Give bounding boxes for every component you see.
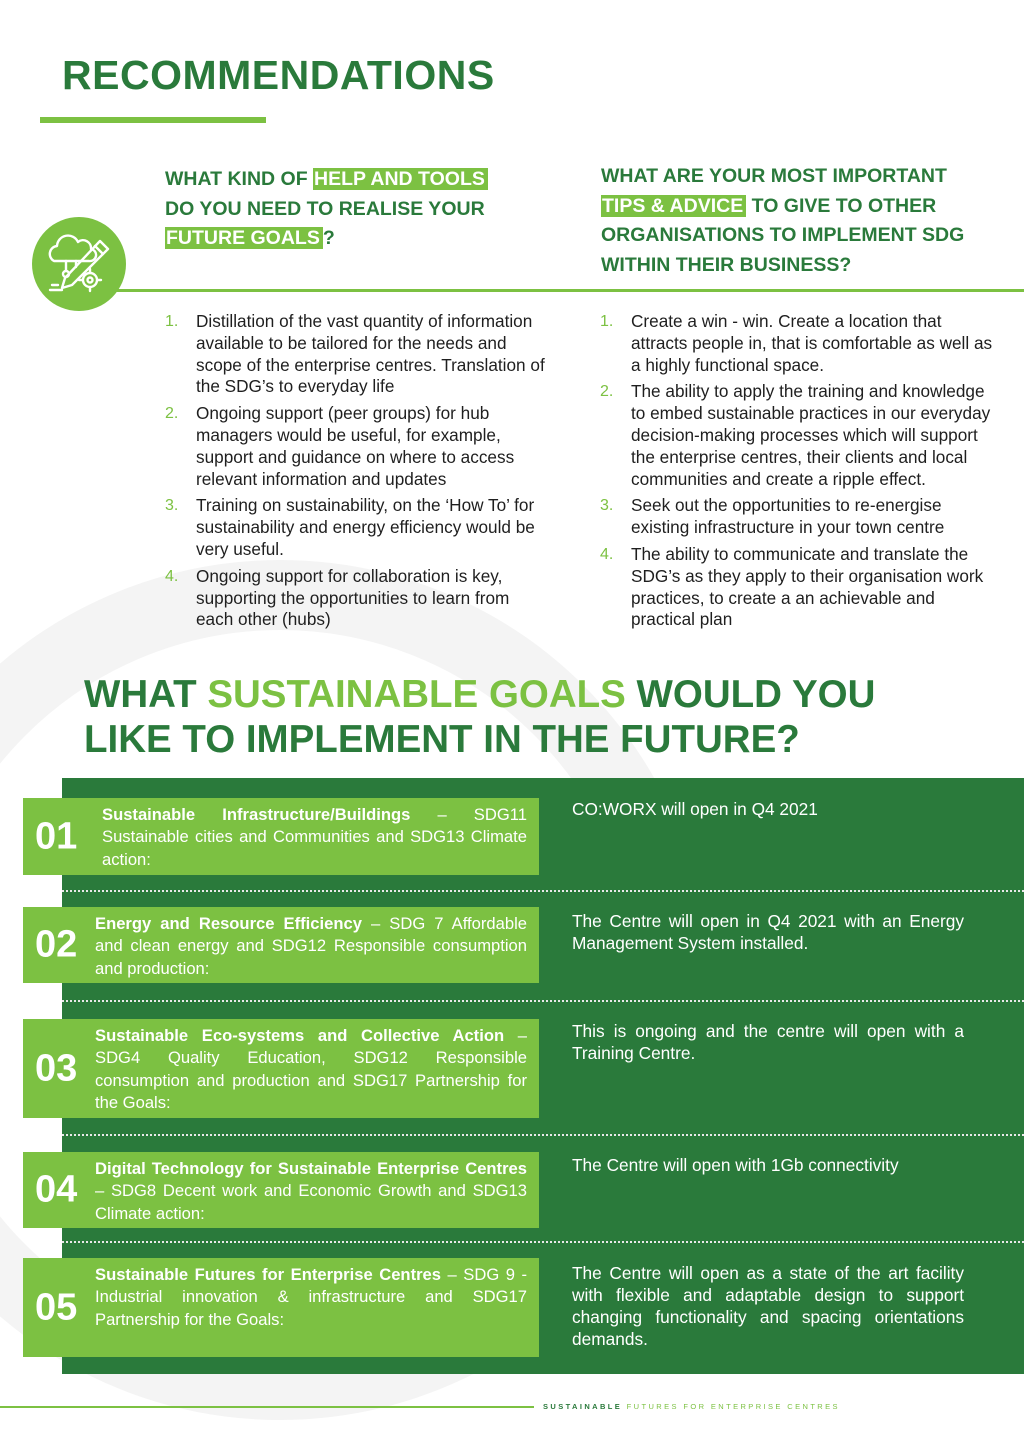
tips-advice-list: [600, 311, 995, 636]
cloud-gear-pencil-icon: [32, 217, 126, 311]
goal-card-04: [23, 1152, 539, 1228]
row-separator: [62, 1241, 1024, 1243]
goal-title: Sustainable Eco-systems and Collective Action: [95, 1026, 505, 1045]
row-separator: [62, 1000, 1024, 1002]
page-title: RECOMMENDATIONS: [62, 52, 495, 98]
goal-title: Digital Technology for Sustainable Enterprise Centres: [95, 1159, 527, 1178]
list-item: 4. The ability to communicate and translate the SDG’s as they apply to their organisation work practices, to create a an achievable and practical plan: [600, 543, 984, 630]
list-item: 2. Ongoing support (peer groups) for hub managers would be useful, for example, support and guidance on where to access relevant information and updates: [165, 403, 515, 489]
goal-status-02: The Centre will open in Q4 2021 with an Energy Management System installed.: [572, 911, 964, 953]
goal-card-03: [23, 1019, 539, 1118]
list-item: 1. Create a win - win. Create a location that attracts people in, that is comfortable as well as a highly functional space.: [600, 311, 993, 375]
goal-number: 04: [35, 1168, 78, 1211]
list-item: 3. Seek out the opportunities to re-energise existing infrastructure in your town centre: [600, 495, 945, 538]
goal-number: 05: [35, 1286, 78, 1328]
goal-number: 01: [35, 815, 78, 857]
goal-title: Sustainable Infrastructure/Buildings: [102, 805, 411, 824]
goal-status-04: The Centre will open with 1Gb connectivity: [572, 1155, 899, 1175]
goal-card-05: [23, 1258, 539, 1357]
row-separator: [62, 1134, 1024, 1136]
goal-detail: – SDG 9 -Industrial innovation & infrastructure and SDG17 Partnership for the Goals:: [95, 1265, 527, 1329]
list-item: 1. Distillation of the vast quantity of information available to be tailored for the needs and scope of the enterprise centres. Translation of the SDG’s to everyday life: [165, 311, 545, 397]
question-help-tools: WHAT KIND OF HELP AND TOOLS DO YOU NEED TO REALISE YOUR FUTURE GOALS ?: [165, 165, 545, 254]
section-headline: WHAT SUSTAINABLE GOALS WOULD YOU LIKE TO IMPLEMENT IN THE FUTURE?: [84, 673, 876, 761]
list-item: 4. Ongoing support for collaboration is key, supporting the opportunities to learn from each other (hubs): [165, 565, 510, 630]
highlight-help-tools: HELP AND TOOLS: [313, 168, 488, 190]
goal-number: 02: [35, 923, 78, 966]
goal-detail: – SDG 7 Affordable and clean energy and SDG12 Responsible consumption and production:: [95, 914, 527, 978]
goal-detail: – SDG8 Decent work and Economic Growth and SDG13 Climate action:: [95, 1181, 527, 1223]
goal-number: 03: [35, 1047, 78, 1089]
goal-title: Sustainable Futures for Enterprise Centres: [95, 1265, 442, 1284]
title-underline: [40, 117, 266, 123]
highlight-tips-advice: TIPS & ADVICE: [601, 195, 746, 217]
list-item: 3. Training on sustainability, on the ‘How To’ for sustainability and energy efficiency would be very useful.: [165, 495, 535, 559]
list-item: 2. The ability to apply the training and knowledge to embed sustainable practices in our everyday decision-making processes which will support the enterprise centres, their clients and local communities and create a ripple effect.: [600, 381, 991, 489]
footer-tagline: SUSTAINABLE FUTURES FOR ENTERPRISE CENTRES: [543, 1402, 840, 1411]
goal-detail: – SDG11 Sustainable cities and Communities and SDG13 Climate action:: [102, 805, 527, 869]
section-divider: [110, 289, 1024, 292]
highlight-future-goals: FUTURE GOALS: [165, 227, 323, 249]
goal-status-01: CO:WORX will open in Q4 2021: [572, 799, 818, 819]
badge-icon-graphic: [32, 217, 126, 311]
goal-title: Energy and Resource Efficiency: [95, 914, 362, 933]
row-separator: [62, 890, 1024, 892]
footer-rule: [0, 1406, 534, 1408]
goal-detail: – SDG4 Quality Education, SDG12 Responsible consumption and production and SDG17 Partnership for the Goals:: [95, 1026, 528, 1112]
goal-card-01: [23, 798, 539, 875]
question-tips-advice: WHAT ARE YOUR MOST IMPORTANT TIPS & ADVICE TO GIVE TO OTHER ORGANISATIONS TO IMPLEMENT SDG WITHIN THEIR BUSINESS?: [601, 165, 965, 276]
goal-card-02: [23, 907, 539, 983]
help-tools-list: [165, 311, 545, 636]
goal-status-05: The Centre will open as a state of the art facility with flexible and adaptable design to support changing functionality and spacing orientations demands.: [572, 1263, 964, 1349]
goal-status-03: This is ongoing and the centre will open with a Training Centre.: [572, 1021, 964, 1063]
